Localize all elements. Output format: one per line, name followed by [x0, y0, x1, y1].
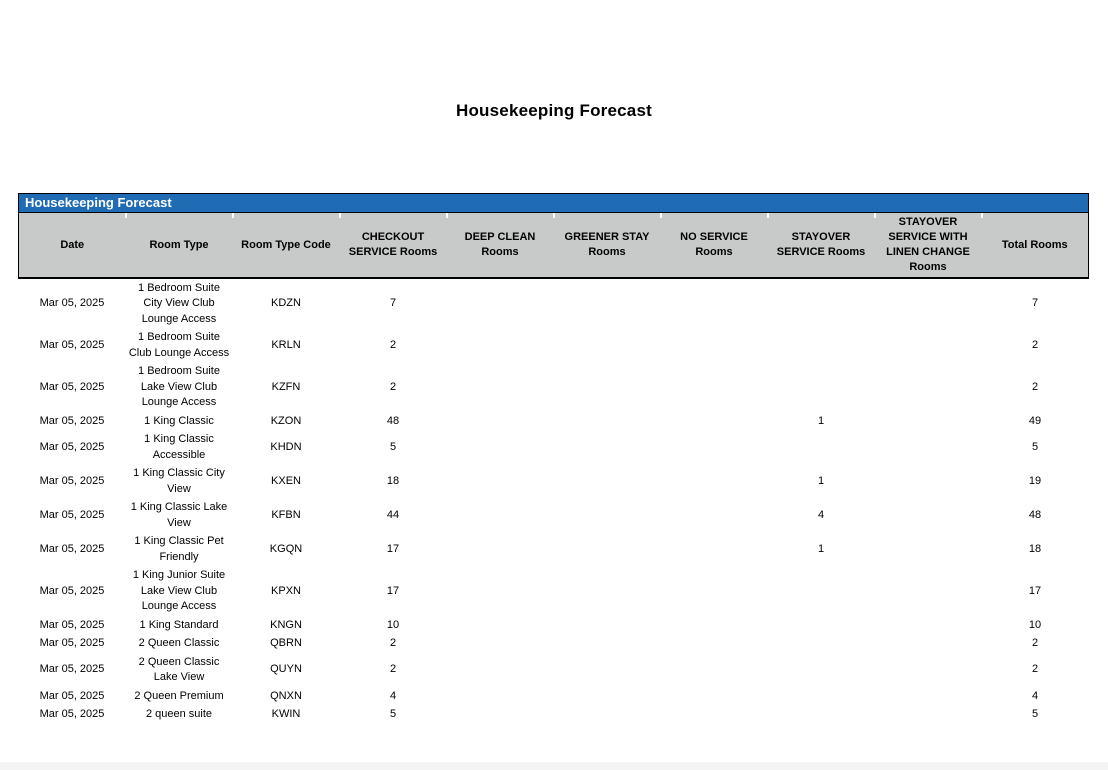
cell-room-type: 2 Queen Classic	[138, 637, 220, 649]
header-cell-stayover-service: STAYOVER SERVICE Rooms	[768, 213, 875, 278]
cell-checkout-service: 10	[386, 618, 400, 631]
cell-stayover-linen-change	[875, 412, 982, 431]
cell-room-type-code: QNXN	[270, 689, 302, 702]
cell-greener-stay	[554, 465, 661, 499]
cell-greener-stay	[554, 412, 661, 431]
table-row	[19, 653, 1089, 687]
cell-deep-clean	[447, 412, 554, 431]
cell-greener-stay	[554, 687, 661, 706]
cell-stayover-linen-change	[875, 616, 982, 635]
cell-room-type: 1 Bedroom Suite City View Club Lounge Access	[138, 281, 220, 325]
cell-no-service	[661, 412, 768, 431]
report-band	[18, 193, 1089, 213]
cell-no-service	[661, 706, 768, 725]
cell-checkout-service: 5	[389, 440, 397, 453]
table-row	[19, 499, 1089, 533]
cell-stayover-linen-change	[875, 653, 982, 687]
cell-stayover-service	[768, 431, 875, 465]
housekeeping-forecast-report	[18, 193, 1089, 724]
cell-total-rooms: 2	[1031, 637, 1039, 649]
cell-greener-stay	[554, 533, 661, 567]
cell-deep-clean	[447, 635, 554, 654]
cell-total-rooms: 18	[1028, 542, 1042, 555]
cell-deep-clean	[447, 567, 554, 617]
cell-room-type: 1 King Classic City View	[133, 467, 225, 495]
cell-stayover-service	[768, 567, 875, 617]
cell-date: Mar 05, 2025	[39, 663, 105, 676]
cell-room-type: 1 King Classic	[144, 414, 214, 427]
cell-checkout-service: 2	[389, 637, 397, 649]
cell-stayover-linen-change	[875, 363, 982, 413]
cell-stayover-linen-change	[875, 567, 982, 617]
cell-room-type: 1 King Classic Lake View	[130, 501, 228, 529]
cell-room-type: 1 King Standard	[139, 618, 219, 631]
cell-checkout-service: 5	[389, 708, 397, 720]
cell-total-rooms: 49	[1028, 414, 1042, 427]
cell-stayover-linen-change	[875, 329, 982, 363]
header-cell-total-rooms: Total Rooms	[982, 213, 1089, 278]
cell-no-service	[661, 465, 768, 499]
cell-room-type: 2 queen suite	[145, 708, 213, 720]
header-cell-date: Date	[19, 213, 126, 278]
table-row	[19, 706, 1089, 725]
cell-checkout-service: 2	[389, 338, 397, 351]
cell-greener-stay	[554, 653, 661, 687]
header-cell-stayover-linen-change: STAYOVER SERVICE WITH LINEN CHANGE Rooms	[875, 213, 982, 278]
forecast-table	[18, 213, 1089, 724]
cell-total-rooms: 10	[1028, 618, 1042, 631]
table-row	[19, 412, 1089, 431]
page-title: Housekeeping Forecast	[456, 101, 652, 120]
cell-room-type-code: KZFN	[271, 380, 301, 393]
cell-room-type-code: KPXN	[271, 584, 301, 597]
cell-room-type-code: KXEN	[271, 474, 301, 487]
cell-stayover-service	[768, 363, 875, 413]
table-row	[19, 329, 1089, 363]
cell-no-service	[661, 363, 768, 413]
header-cell-deep-clean: DEEP CLEAN Rooms	[447, 213, 554, 278]
table-row	[19, 465, 1089, 499]
cell-date: Mar 05, 2025	[39, 542, 105, 555]
cell-checkout-service: 2	[389, 663, 397, 676]
header-cell-greener-stay: GREENER STAY Rooms	[554, 213, 661, 278]
cell-room-type-code: QBRN	[270, 637, 302, 649]
cell-stayover-service	[768, 635, 875, 654]
cell-total-rooms: 7	[1031, 297, 1039, 309]
cell-checkout-service: 17	[386, 542, 400, 555]
cell-stayover-service: 1	[817, 414, 825, 427]
cell-room-type-code: KRLN	[271, 338, 301, 351]
cell-deep-clean	[447, 465, 554, 499]
cell-stayover-linen-change	[875, 278, 982, 329]
cell-room-type-code: KDZN	[271, 297, 301, 309]
cell-room-type: 1 King Classic Pet Friendly	[134, 535, 224, 563]
header-cell-room-type: Room Type	[126, 213, 233, 278]
header-cell-no-service: NO SERVICE Rooms	[661, 213, 768, 278]
cell-no-service	[661, 687, 768, 706]
cell-stayover-service: 1	[817, 542, 825, 555]
cell-stayover-linen-change	[875, 635, 982, 654]
cell-total-rooms: 19	[1028, 474, 1042, 487]
cell-room-type-code: KNGN	[270, 618, 302, 631]
cell-room-type-code: KFBN	[271, 508, 301, 521]
cell-total-rooms: 48	[1028, 508, 1042, 521]
cell-greener-stay	[554, 567, 661, 617]
cell-deep-clean	[447, 363, 554, 413]
cell-room-type: 1 Bedroom Suite Lake View Club Lounge Access	[138, 365, 220, 408]
cell-deep-clean	[447, 687, 554, 706]
cell-date: Mar 05, 2025	[39, 584, 105, 597]
cell-stayover-linen-change	[875, 431, 982, 465]
cell-total-rooms: 5	[1031, 708, 1039, 720]
cell-checkout-service: 2	[389, 380, 397, 393]
cell-total-rooms: 17	[1028, 584, 1042, 597]
cell-stayover-service	[768, 706, 875, 725]
cell-deep-clean	[447, 278, 554, 329]
cell-greener-stay	[554, 499, 661, 533]
cell-checkout-service: 17	[386, 584, 400, 597]
cell-no-service	[661, 278, 768, 329]
cell-deep-clean	[447, 499, 554, 533]
cell-total-rooms: 2	[1031, 338, 1039, 351]
cell-stayover-service: 1	[817, 474, 825, 487]
table-row	[19, 616, 1089, 635]
cell-no-service	[661, 616, 768, 635]
table-row	[19, 431, 1089, 465]
cell-date: Mar 05, 2025	[39, 708, 105, 720]
cell-greener-stay	[554, 431, 661, 465]
cell-room-type: 1 King Junior Suite Lake View Club Lounge Access	[132, 569, 226, 612]
header-row	[19, 213, 1089, 278]
cell-no-service	[661, 329, 768, 363]
cell-stayover-linen-change	[875, 465, 982, 499]
cell-date: Mar 05, 2025	[39, 474, 105, 487]
cell-stayover-service	[768, 616, 875, 635]
cell-checkout-service: 7	[389, 297, 397, 309]
cell-room-type-code: KGQN	[269, 542, 303, 555]
cell-deep-clean	[447, 653, 554, 687]
cell-greener-stay	[554, 616, 661, 635]
cell-room-type: 1 King Classic Accessible	[144, 433, 214, 461]
cell-checkout-service: 44	[386, 508, 400, 521]
cell-stayover-service	[768, 329, 875, 363]
cell-deep-clean	[447, 329, 554, 363]
cell-stayover-service	[768, 653, 875, 687]
cell-greener-stay	[554, 363, 661, 413]
cell-date: Mar 05, 2025	[39, 380, 105, 393]
cell-date: Mar 05, 2025	[39, 338, 105, 351]
cell-room-type: 2 Queen Premium	[134, 689, 224, 702]
table-row	[19, 363, 1089, 413]
cell-room-type: 1 Bedroom Suite Club Lounge Access	[128, 331, 230, 359]
cell-deep-clean	[447, 431, 554, 465]
cell-no-service	[661, 653, 768, 687]
cell-greener-stay	[554, 635, 661, 654]
cell-no-service	[661, 533, 768, 567]
cell-checkout-service: 18	[386, 474, 400, 487]
cell-deep-clean	[447, 533, 554, 567]
cell-date: Mar 05, 2025	[39, 637, 105, 649]
cell-total-rooms: 4	[1031, 689, 1039, 702]
report-band-title: Housekeeping Forecast	[25, 195, 172, 210]
cell-date: Mar 05, 2025	[39, 297, 105, 309]
cell-room-type: 2 Queen Classic Lake View	[138, 655, 220, 683]
cell-no-service	[661, 431, 768, 465]
table-row	[19, 278, 1089, 329]
cell-stayover-linen-change	[875, 706, 982, 725]
table-row	[19, 635, 1089, 654]
cell-date: Mar 05, 2025	[39, 414, 105, 427]
cell-no-service	[661, 567, 768, 617]
table-row	[19, 567, 1089, 617]
cell-total-rooms: 2	[1031, 380, 1039, 393]
cell-total-rooms: 5	[1031, 440, 1039, 453]
header-cell-room-type-code: Room Type Code	[233, 213, 340, 278]
cell-deep-clean	[447, 706, 554, 725]
cell-greener-stay	[554, 329, 661, 363]
cell-room-type-code: KWIN	[271, 708, 301, 720]
cell-deep-clean	[447, 616, 554, 635]
cell-no-service	[661, 499, 768, 533]
cell-date: Mar 05, 2025	[39, 508, 105, 521]
cell-room-type-code: KZON	[270, 414, 302, 427]
cell-checkout-service: 48	[386, 414, 400, 427]
cell-greener-stay	[554, 706, 661, 725]
cell-date: Mar 05, 2025	[39, 618, 105, 631]
cell-checkout-service: 4	[389, 689, 397, 702]
cell-greener-stay	[554, 278, 661, 329]
cell-stayover-linen-change	[875, 533, 982, 567]
cell-stayover-service	[768, 278, 875, 329]
forecast-table-header	[19, 213, 1089, 278]
table-row	[19, 533, 1089, 567]
cell-stayover-linen-change	[875, 687, 982, 706]
cell-stayover-service: 4	[817, 508, 825, 521]
bottom-edge-strip	[0, 762, 1108, 770]
cell-total-rooms: 2	[1031, 663, 1039, 676]
header-cell-checkout-service: CHECKOUT SERVICE Rooms	[340, 213, 447, 278]
table-row	[19, 687, 1089, 706]
cell-stayover-linen-change	[875, 499, 982, 533]
cell-date: Mar 05, 2025	[39, 440, 105, 453]
cell-stayover-service	[768, 687, 875, 706]
forecast-table-body	[19, 278, 1089, 724]
cell-room-type-code: QUYN	[270, 663, 302, 676]
cell-room-type-code: KHDN	[270, 440, 302, 453]
cell-no-service	[661, 635, 768, 654]
cell-date: Mar 05, 2025	[39, 689, 105, 702]
